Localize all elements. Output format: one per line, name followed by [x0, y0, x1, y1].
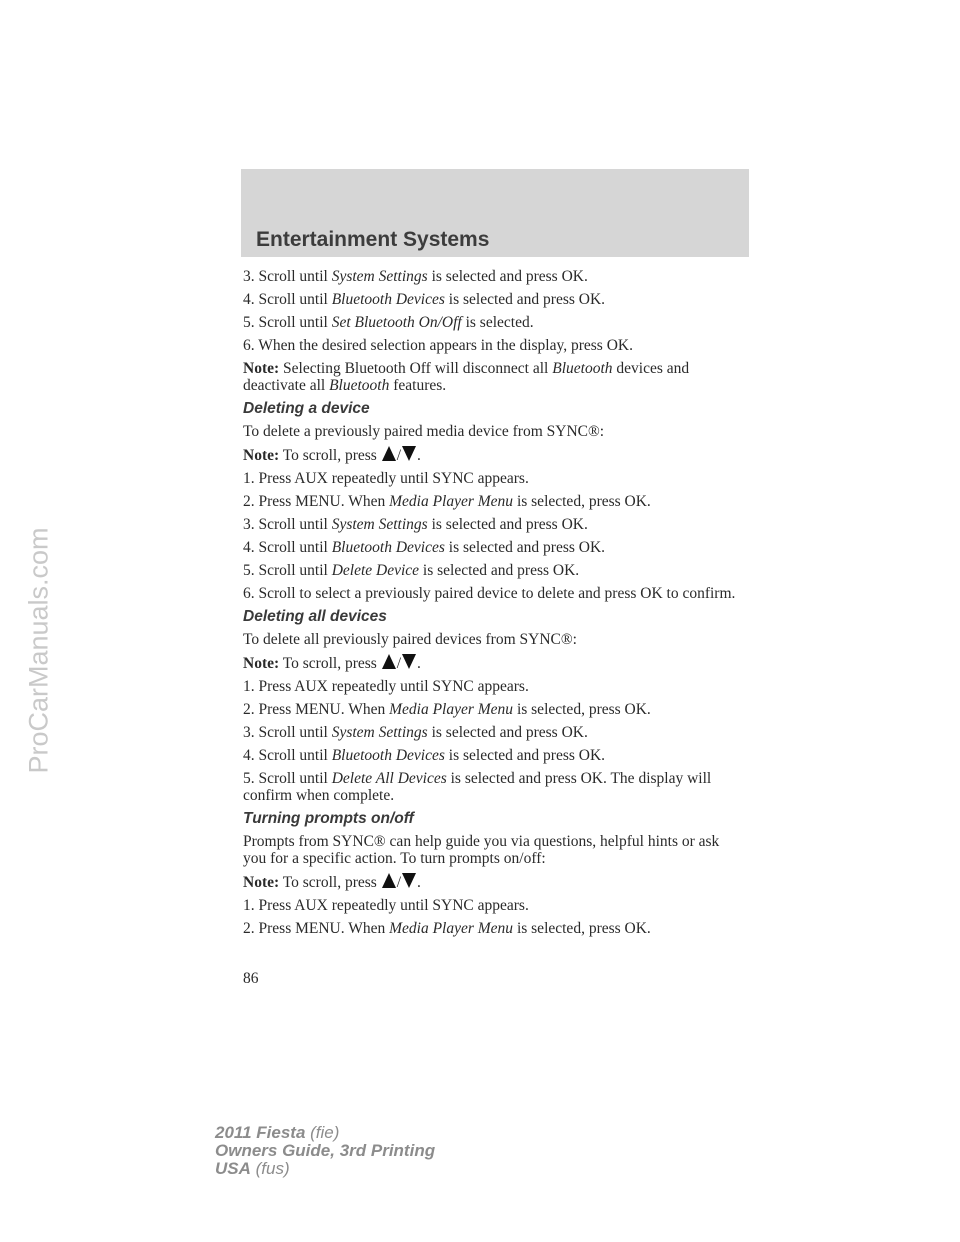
section-title: Entertainment Systems: [256, 228, 490, 251]
arrow-down-icon: [402, 873, 416, 888]
scroll-note: Note: To scroll, press / .: [243, 874, 421, 891]
arrow-down-icon: [402, 654, 416, 669]
list-item: 2. Press MENU. When Media Player Menu is selected, press OK.: [243, 493, 651, 510]
watermark: [8, 300, 70, 1000]
intro: Prompts from SYNC® can help guide you via questions, helpful hints or ask you for a specific action. To turn prompts on/off:: [243, 833, 720, 867]
list-item: 6. When the desired selection appears in the display, press OK.: [243, 337, 633, 354]
list-item: 2. Press MENU. When Media Player Menu is selected, press OK.: [243, 701, 651, 718]
footer-line-guide: Owners Guide, 3rd Printing: [215, 1141, 436, 1160]
page-content: [243, 268, 743, 943]
footer: [215, 1124, 435, 1178]
list-item: 2. Press MENU. When Media Player Menu is selected, press OK.: [243, 920, 651, 937]
list-item: 1. Press AUX repeatedly until SYNC appears.: [243, 897, 529, 914]
subheading-deleting-device: Deleting a device: [243, 400, 370, 417]
page-number: 86: [243, 970, 259, 987]
list-item: 1. Press AUX repeatedly until SYNC appears.: [243, 678, 529, 695]
list-item: 5. Scroll until Delete Device is selected and press OK.: [243, 562, 580, 579]
list-item: 5. Scroll until Delete All Devices is selected and press OK. The display will confirm when complete.: [243, 770, 712, 804]
arrow-up-icon: [382, 873, 396, 888]
list-item: 3. Scroll until System Settings is selected and press OK.: [243, 724, 588, 741]
list-item: 3. Scroll until System Settings is selected and press OK.: [243, 268, 588, 285]
footer-line-region: USA (fus): [215, 1159, 290, 1178]
scroll-note: Note: To scroll, press / .: [243, 655, 421, 672]
list-item: 1. Press AUX repeatedly until SYNC appears.: [243, 470, 529, 487]
intro: To delete a previously paired media device from SYNC®:: [243, 423, 605, 440]
section-header: [241, 169, 749, 257]
arrow-up-icon: [382, 654, 396, 669]
list-item: 6. Scroll to select a previously paired device to delete and press OK to confirm.: [243, 585, 736, 602]
note: Note: Selecting Bluetooth Off will disconnect all Bluetooth devices and deactivate all Bluetooth features.: [243, 360, 690, 394]
list-item: 3. Scroll until System Settings is selected and press OK.: [243, 516, 588, 533]
list-item: 4. Scroll until Bluetooth Devices is selected and press OK.: [243, 747, 606, 764]
intro: To delete all previously paired devices from SYNC®:: [243, 631, 577, 648]
arrow-down-icon: [402, 446, 416, 461]
list-item: 4. Scroll until Bluetooth Devices is selected and press OK.: [243, 539, 606, 556]
footer-line-model: 2011 Fiesta (fie): [215, 1123, 340, 1142]
watermark-text: ProCarManuals.com: [23, 526, 54, 774]
list-item: 4. Scroll until Bluetooth Devices is selected and press OK.: [243, 291, 606, 308]
subheading-prompts: Turning prompts on/off: [243, 810, 414, 827]
arrow-up-icon: [382, 446, 396, 461]
subheading-deleting-all: Deleting all devices: [243, 608, 387, 625]
list-item: 5. Scroll until Set Bluetooth On/Off is selected.: [243, 314, 534, 331]
scroll-note: Note: To scroll, press / .: [243, 447, 421, 464]
